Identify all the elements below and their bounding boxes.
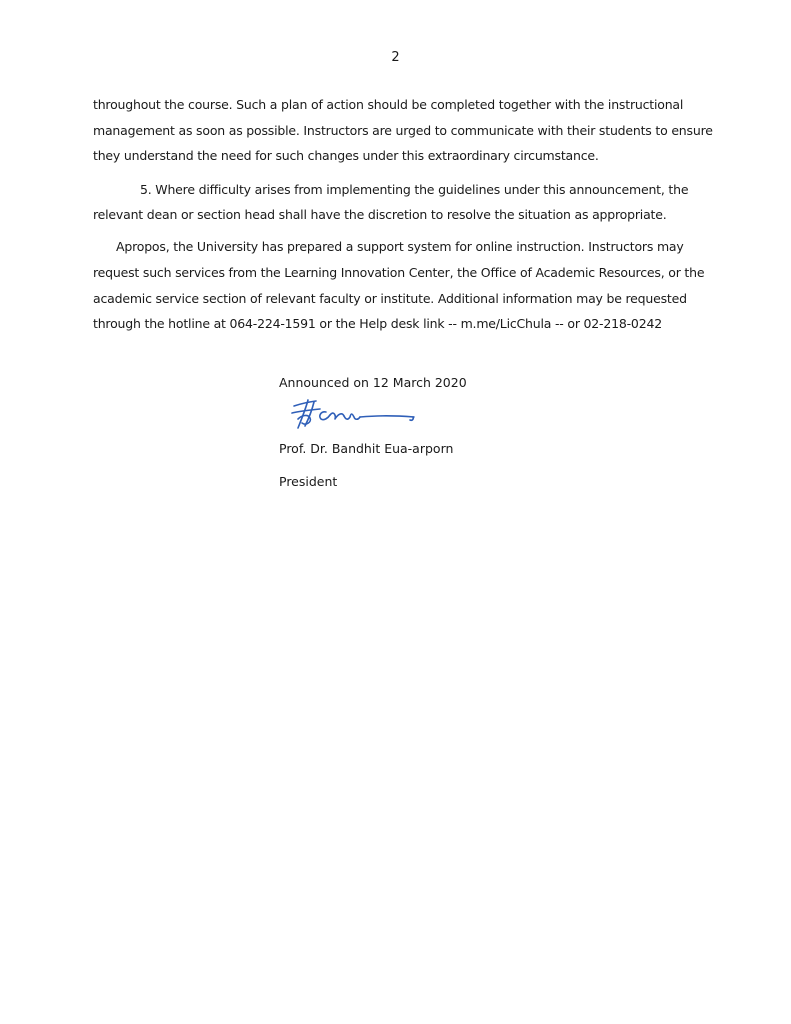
paragraph-line: request such services from the Learning Innovation Center, the Office of Academic Resources, or the [93, 265, 705, 280]
paragraph-line: Apropos, the University has prepared a support system for online instruction. Instructors may [116, 239, 684, 254]
paragraph-line: through the hotline at 064-224-1591 or the Help desk link -- m.me/LicChula -- or 02-218-0242 [93, 316, 662, 331]
paragraph-line: they understand the need for such changes under this extraordinary circumstance. [93, 148, 599, 163]
paragraph-line: management as soon as possible. Instructors are urged to communicate with their students to ensure [93, 123, 713, 138]
signature-icon [288, 398, 418, 432]
signatory-title: President [279, 474, 338, 489]
paragraph-line: 5. Where difficulty arises from implementing the guidelines under this announcement, the [140, 182, 689, 197]
page-number: 2 [391, 50, 400, 65]
announcement-date: Announced on 12 March 2020 [279, 375, 467, 390]
paragraph-line: relevant dean or section head shall have the discretion to resolve the situation as appropriate. [93, 207, 667, 222]
paragraph-line: throughout the course. Such a plan of action should be completed together with the instructional [93, 97, 684, 112]
paragraph-line: academic service section of relevant faculty or institute. Additional information may be requested [93, 291, 687, 306]
signatory-name: Prof. Dr. Bandhit Eua-arporn [279, 441, 454, 456]
